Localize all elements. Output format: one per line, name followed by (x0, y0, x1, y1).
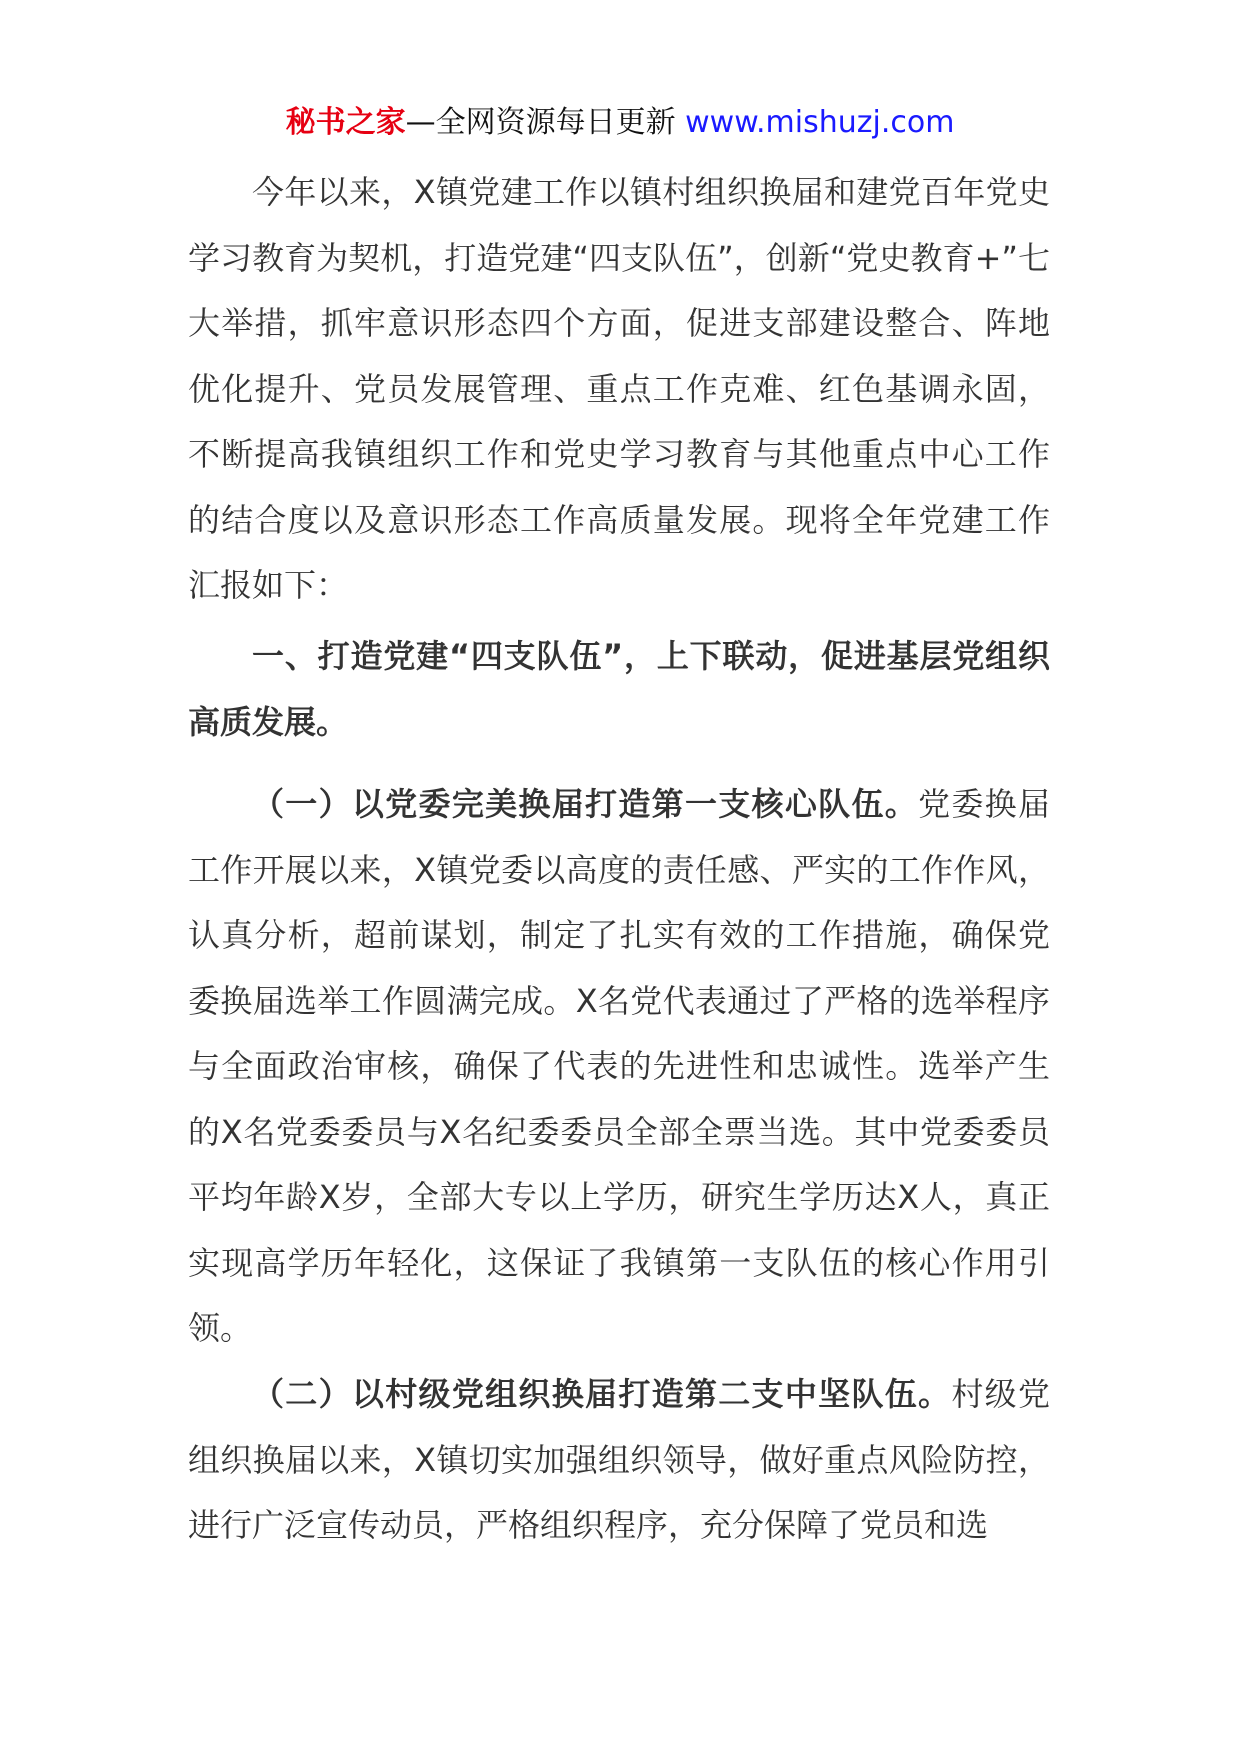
intro-paragraph (188, 160, 1050, 619)
site-url-link[interactable]: www.mishuzj.com (685, 105, 955, 140)
item-2-content (188, 1362, 1050, 1559)
item-2-text: 村级党组织换届以来，X镇切实加强组织领导，做好重点风险防控，进行广泛宣传动员，严格组织程序，充分保障了党员和选 (188, 1375, 1050, 1544)
section-heading-1 (188, 624, 1050, 755)
item-2-lead: （二）以村级党组织换届打造第二支中坚队伍。 (252, 1375, 952, 1413)
item-1-lead: （一）以党委完美换届打造第一支核心队伍。 (252, 785, 919, 823)
intro-text: 今年以来，X镇党建工作以镇村组织换届和建党百年党史学习教育为契机，打造党建“四支队伍”，创新“党史教育+”七大举措，抓牢意识形态四个方面，促进支部建设整合、阵地优化提升、党员发展管理、重点工作克难、红色基调永固，不断提高我镇组织工作和党史学习教育与其他重点中心工作的结合度以及意识形态工作高质量发展。现将全年党建工作汇报如下： (188, 173, 1050, 604)
item-1-paragraph (188, 772, 1050, 1362)
item-1-content (188, 772, 1050, 1362)
brand-name: 秘书之家 (285, 105, 406, 140)
item-2-paragraph (188, 1362, 1050, 1559)
section-heading-text: 一、打造党建“四支队伍”，上下联动，促进基层党组织高质发展。 (188, 637, 1050, 741)
item-1-text: 党委换届工作开展以来，X镇党委以高度的责任感、严实的工作作风，认真分析，超前谋划，制定了扎实有效的工作措施，确保党委换届选举工作圆满完成。X名党代表通过了严格的选举程序与全面政治审核，确保了代表的先进性和忠诚性。选举产生的X名党委委员与X名纪委委员全部全票当选。其中党委委员平均年龄X岁，全部大专以上学历，研究生学历达X人，真正实现高学历年轻化，这保证了我镇第一支队伍的核心作用引领。 (188, 785, 1050, 1347)
header-slogan: —全网资源每日更新 (405, 105, 676, 140)
site-header (0, 100, 1240, 146)
